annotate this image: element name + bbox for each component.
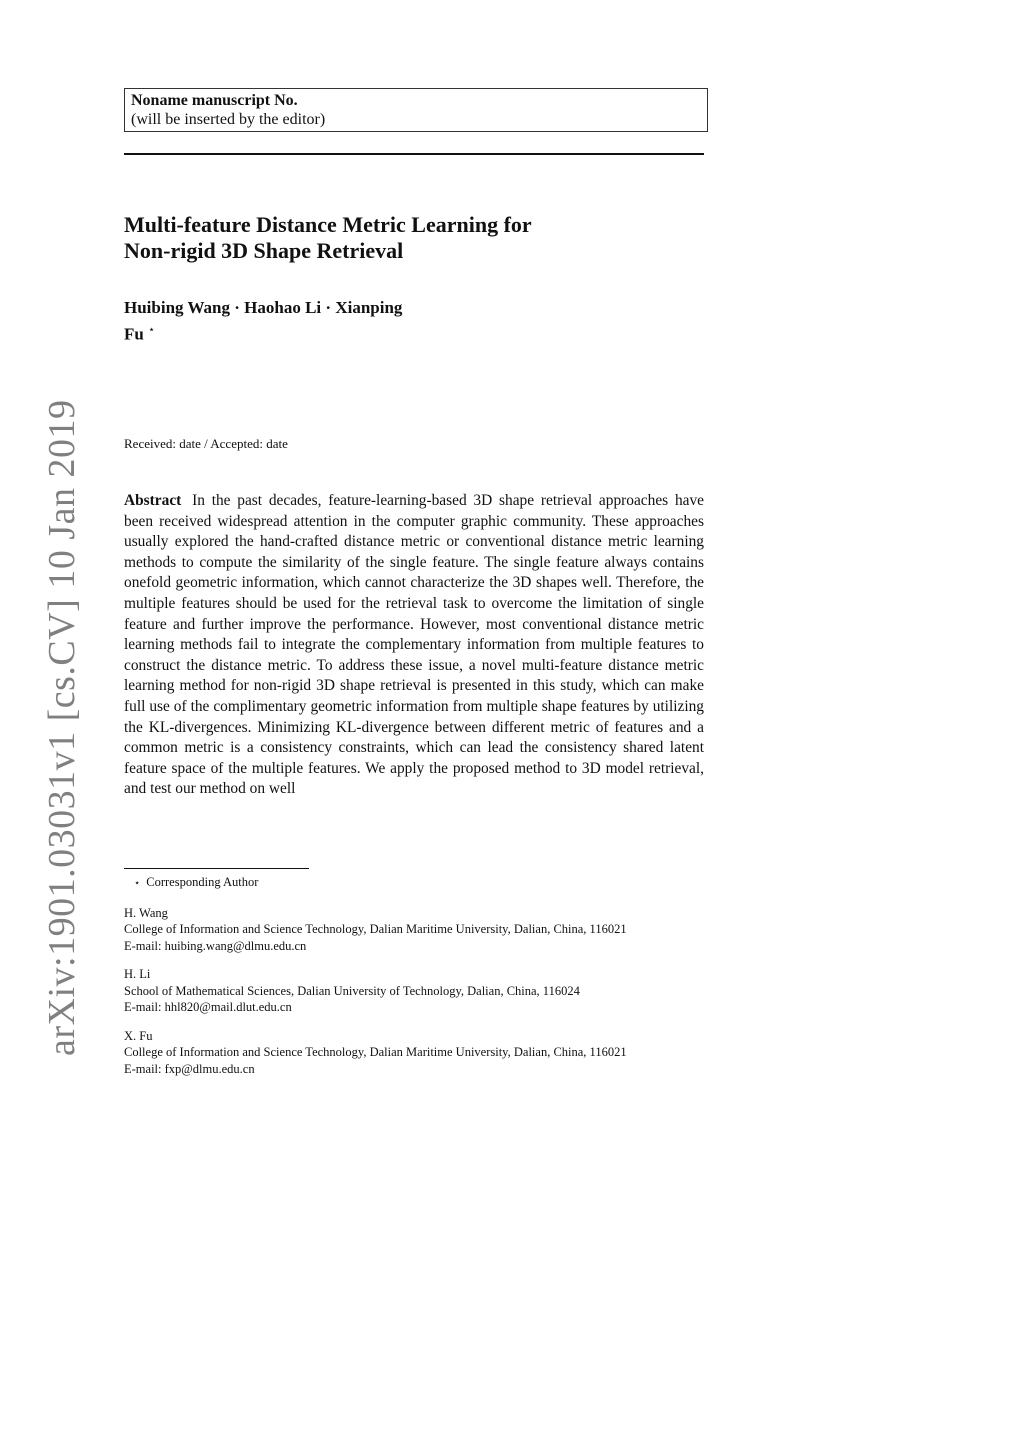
affiliation-email: E-mail: hhl820@mail.dlut.edu.cn: [124, 1000, 292, 1014]
affiliation-name: H. Li: [124, 967, 151, 981]
affiliation-name: X. Fu: [124, 1028, 153, 1043]
affiliation-email: E-mail: huibing.wang@dlmu.edu.cn: [124, 938, 307, 953]
affiliation-email: E-mail: fxp@dlmu.edu.cn: [124, 1061, 255, 1076]
affiliation-institution: College of Information and Science Technology, Dalian Maritime University, Dalian, China, 116021: [124, 922, 627, 936]
corresponding-footnote: [124, 874, 708, 893]
abstract-text: In the past decades, feature-learning-based 3D shape retrieval approaches have been received widespread attention in the computer graphic community. These approaches usually explored the hand-crafted distance metric or conventional distance metric learning methods to compute the similarity of the single feature. The single feature always contains onefold geometric information, which cannot characterize the 3D shapes well. Therefore, the multiple features should be used for the retrieval task to overcome the limitation of single feature and further improve the performance. However, most conventional distance metric learning methods fail to integrate the complementary information from multiple features to construct the distance metric. To address these issue, a novel multi-feature distance metric learning method for non-rigid 3D shape retrieval is presented in this study, which can make full use of the complimentary geometric information from multiple shape features by utilizing the KL-divergences. Minimizing KL-divergence between different metric of features and a common metric is a consistency constraints, which can lead the consistency shared latent feature space of the multiple features. We apply the proposed method to 3D model retrieval, and test our method on well: [124, 492, 704, 798]
corresponding-author-mark: ⋆: [148, 324, 155, 336]
received-date: Received: date / Accepted: date: [124, 436, 288, 451]
abstract: [124, 491, 704, 800]
affiliation-name: H. Wang: [124, 905, 168, 920]
footnote-star: ⋆: [134, 878, 141, 889]
editor-note: (will be inserted by the editor): [131, 111, 326, 128]
footnotes: [124, 874, 708, 1077]
affiliation-institution: School of Mathematical Sciences, Dalian University of Technology, Dalian, China, 116024: [124, 983, 580, 998]
affiliation-wang: [124, 905, 708, 955]
authors-line-1: Huibing Wang · Haohao Li · Xianping: [124, 298, 403, 317]
manuscript-number-box: [124, 88, 708, 132]
affiliation-institution: College of Information and Science Technology, Dalian Maritime University, Dalian, China, 116021: [124, 1045, 627, 1059]
corresponding-label: Corresponding Author: [146, 875, 259, 889]
title-line-2: Non-rigid 3D Shape Retrieval: [124, 238, 404, 263]
arxiv-stamp: arXiv:1901.03031v1 [cs.CV] 10 Jan 2019: [41, 399, 83, 1056]
affiliation-fu: [124, 1028, 708, 1078]
paper-title: [124, 212, 724, 264]
title-line-1: Multi-feature Distance Metric Learning for: [124, 212, 532, 237]
author-list: [124, 297, 524, 346]
manuscript-number-label: Noname manuscript No.: [131, 92, 298, 109]
authors-line-2: Fu: [124, 324, 144, 344]
abstract-heading: Abstract: [124, 492, 182, 509]
affiliation-li: [124, 966, 708, 1016]
header-rule: [124, 153, 704, 155]
footnote-rule: [124, 868, 309, 869]
